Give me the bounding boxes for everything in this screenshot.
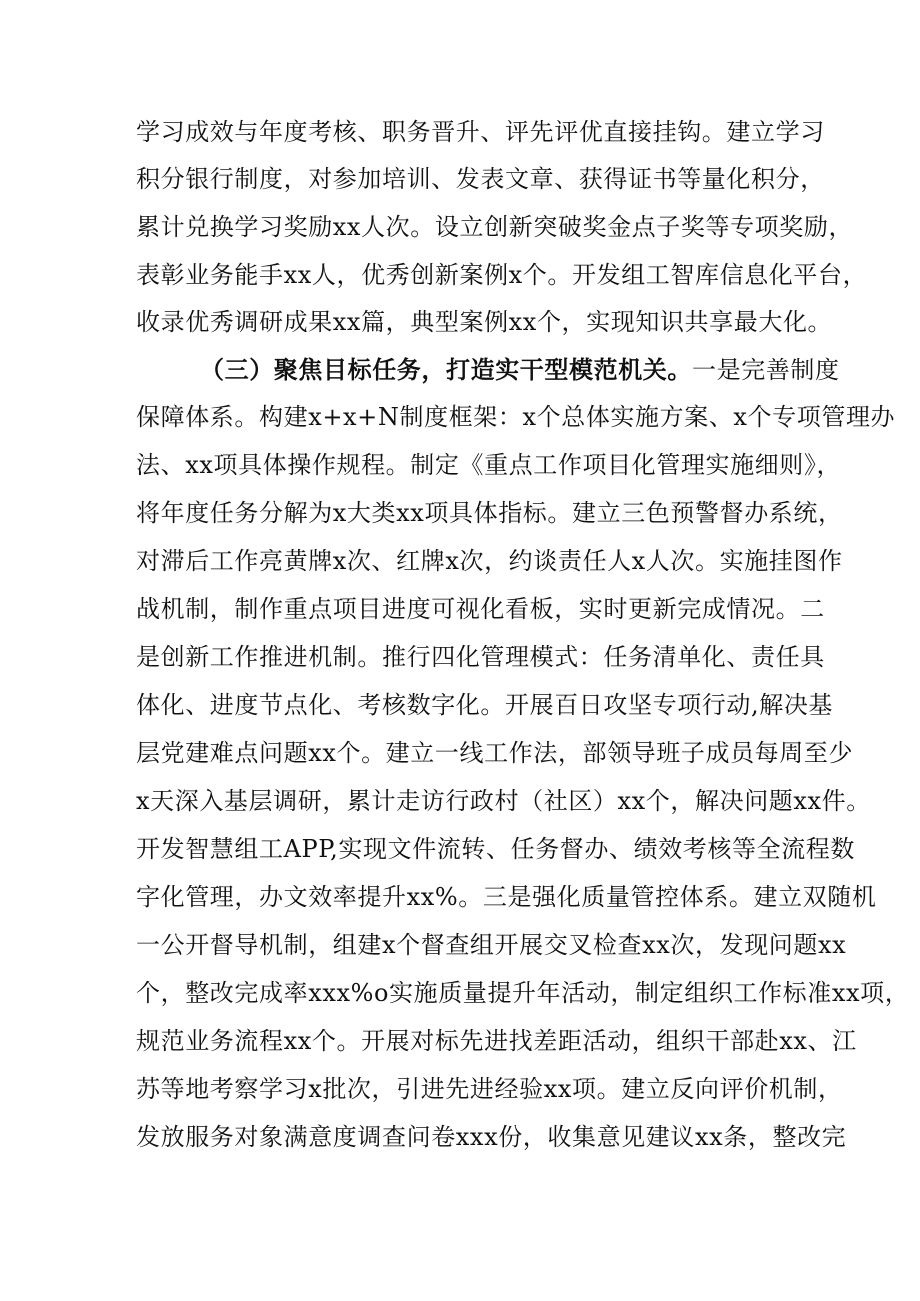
text-line-12: 是创新工作推进机制。推行四化管理模式：任务清单化、责任具 [136, 643, 825, 671]
text-line-13: 体化、进度节点化、考核数字化。开展百日攻坚专项行动,解决基 [136, 691, 834, 719]
section-heading-line [200, 355, 840, 385]
section-heading: （三）聚焦目标任务，打造实干型模范机关。 [200, 355, 692, 384]
text-line-10: 对滞后工作亮黄牌x次、红牌x次，约谈责任人x人次。实施挂图作 [136, 547, 843, 575]
text-line-22: 发放服务对象满意度调查问卷xxx份，收集意见建议xx条，整改完 [136, 1123, 847, 1151]
text-line-21: 苏等地考察学习x批次，引进先进经验xx项。建立反向评价机制， [136, 1075, 843, 1103]
text-line-3: 累计兑换学习奖励xx人次。设立创新突破奖金点子奖等专项奖励， [136, 213, 854, 241]
text-line-20: 规范业务流程xx个。开展对标先进找差距活动，组织干部赴xx、江 [136, 1027, 857, 1055]
text-line-19: 个，整改完成率xxx%o实施质量提升年活动，制定组织工作标准xx项， [136, 979, 910, 1007]
text-line-7: 保障体系。构建x+x+N制度框架：x个总体实施方案、x个专项管理办 [136, 403, 896, 431]
section-heading-continuation: 一是完善制度 [692, 356, 840, 384]
text-line-2: 积分银行制度，对参加培训、发表文章、获得证书等量化积分， [136, 165, 825, 193]
text-line-16: 开发智慧组工APP,实现文件流转、任务督办、绩效考核等全流程数 [136, 835, 855, 863]
text-line-8: 法、xx项具体操作规程。制定《重点工作项目化管理实施细则》， [136, 451, 842, 479]
text-line-1: 学习成效与年度考核、职务晋升、评先评优直接挂钩。建立学习 [136, 118, 825, 146]
text-line-11: 战机制，制作重点项目进度可视化看板，实时更新完成情况。二 [136, 595, 825, 623]
text-line-9: 将年度任务分解为x大类xx项具体指标。建立三色预警督办系统， [136, 499, 843, 527]
text-line-15: x天深入基层调研，累计走访行政村（社区）xx个，解决问题xx件。 [136, 787, 871, 815]
text-line-4: 表彰业务能手xx人，优秀创新案例x个。开发组工智库信息化平台， [136, 261, 868, 289]
text-line-18: 一公开督导机制，组建x个督查组开展交叉检查xx次，发现问题xx [136, 931, 847, 959]
text-line-17: 字化管理，办文效率提升xx%。三是强化质量管控体系。建立双随机 [136, 883, 877, 911]
text-line-5: 收录优秀调研成果xx篇，典型案例xx个，实现知识共享最大化。 [136, 308, 833, 336]
text-line-14: 层党建难点问题xx个。建立一线工作法，部领导班子成员每周至少 [136, 739, 854, 767]
